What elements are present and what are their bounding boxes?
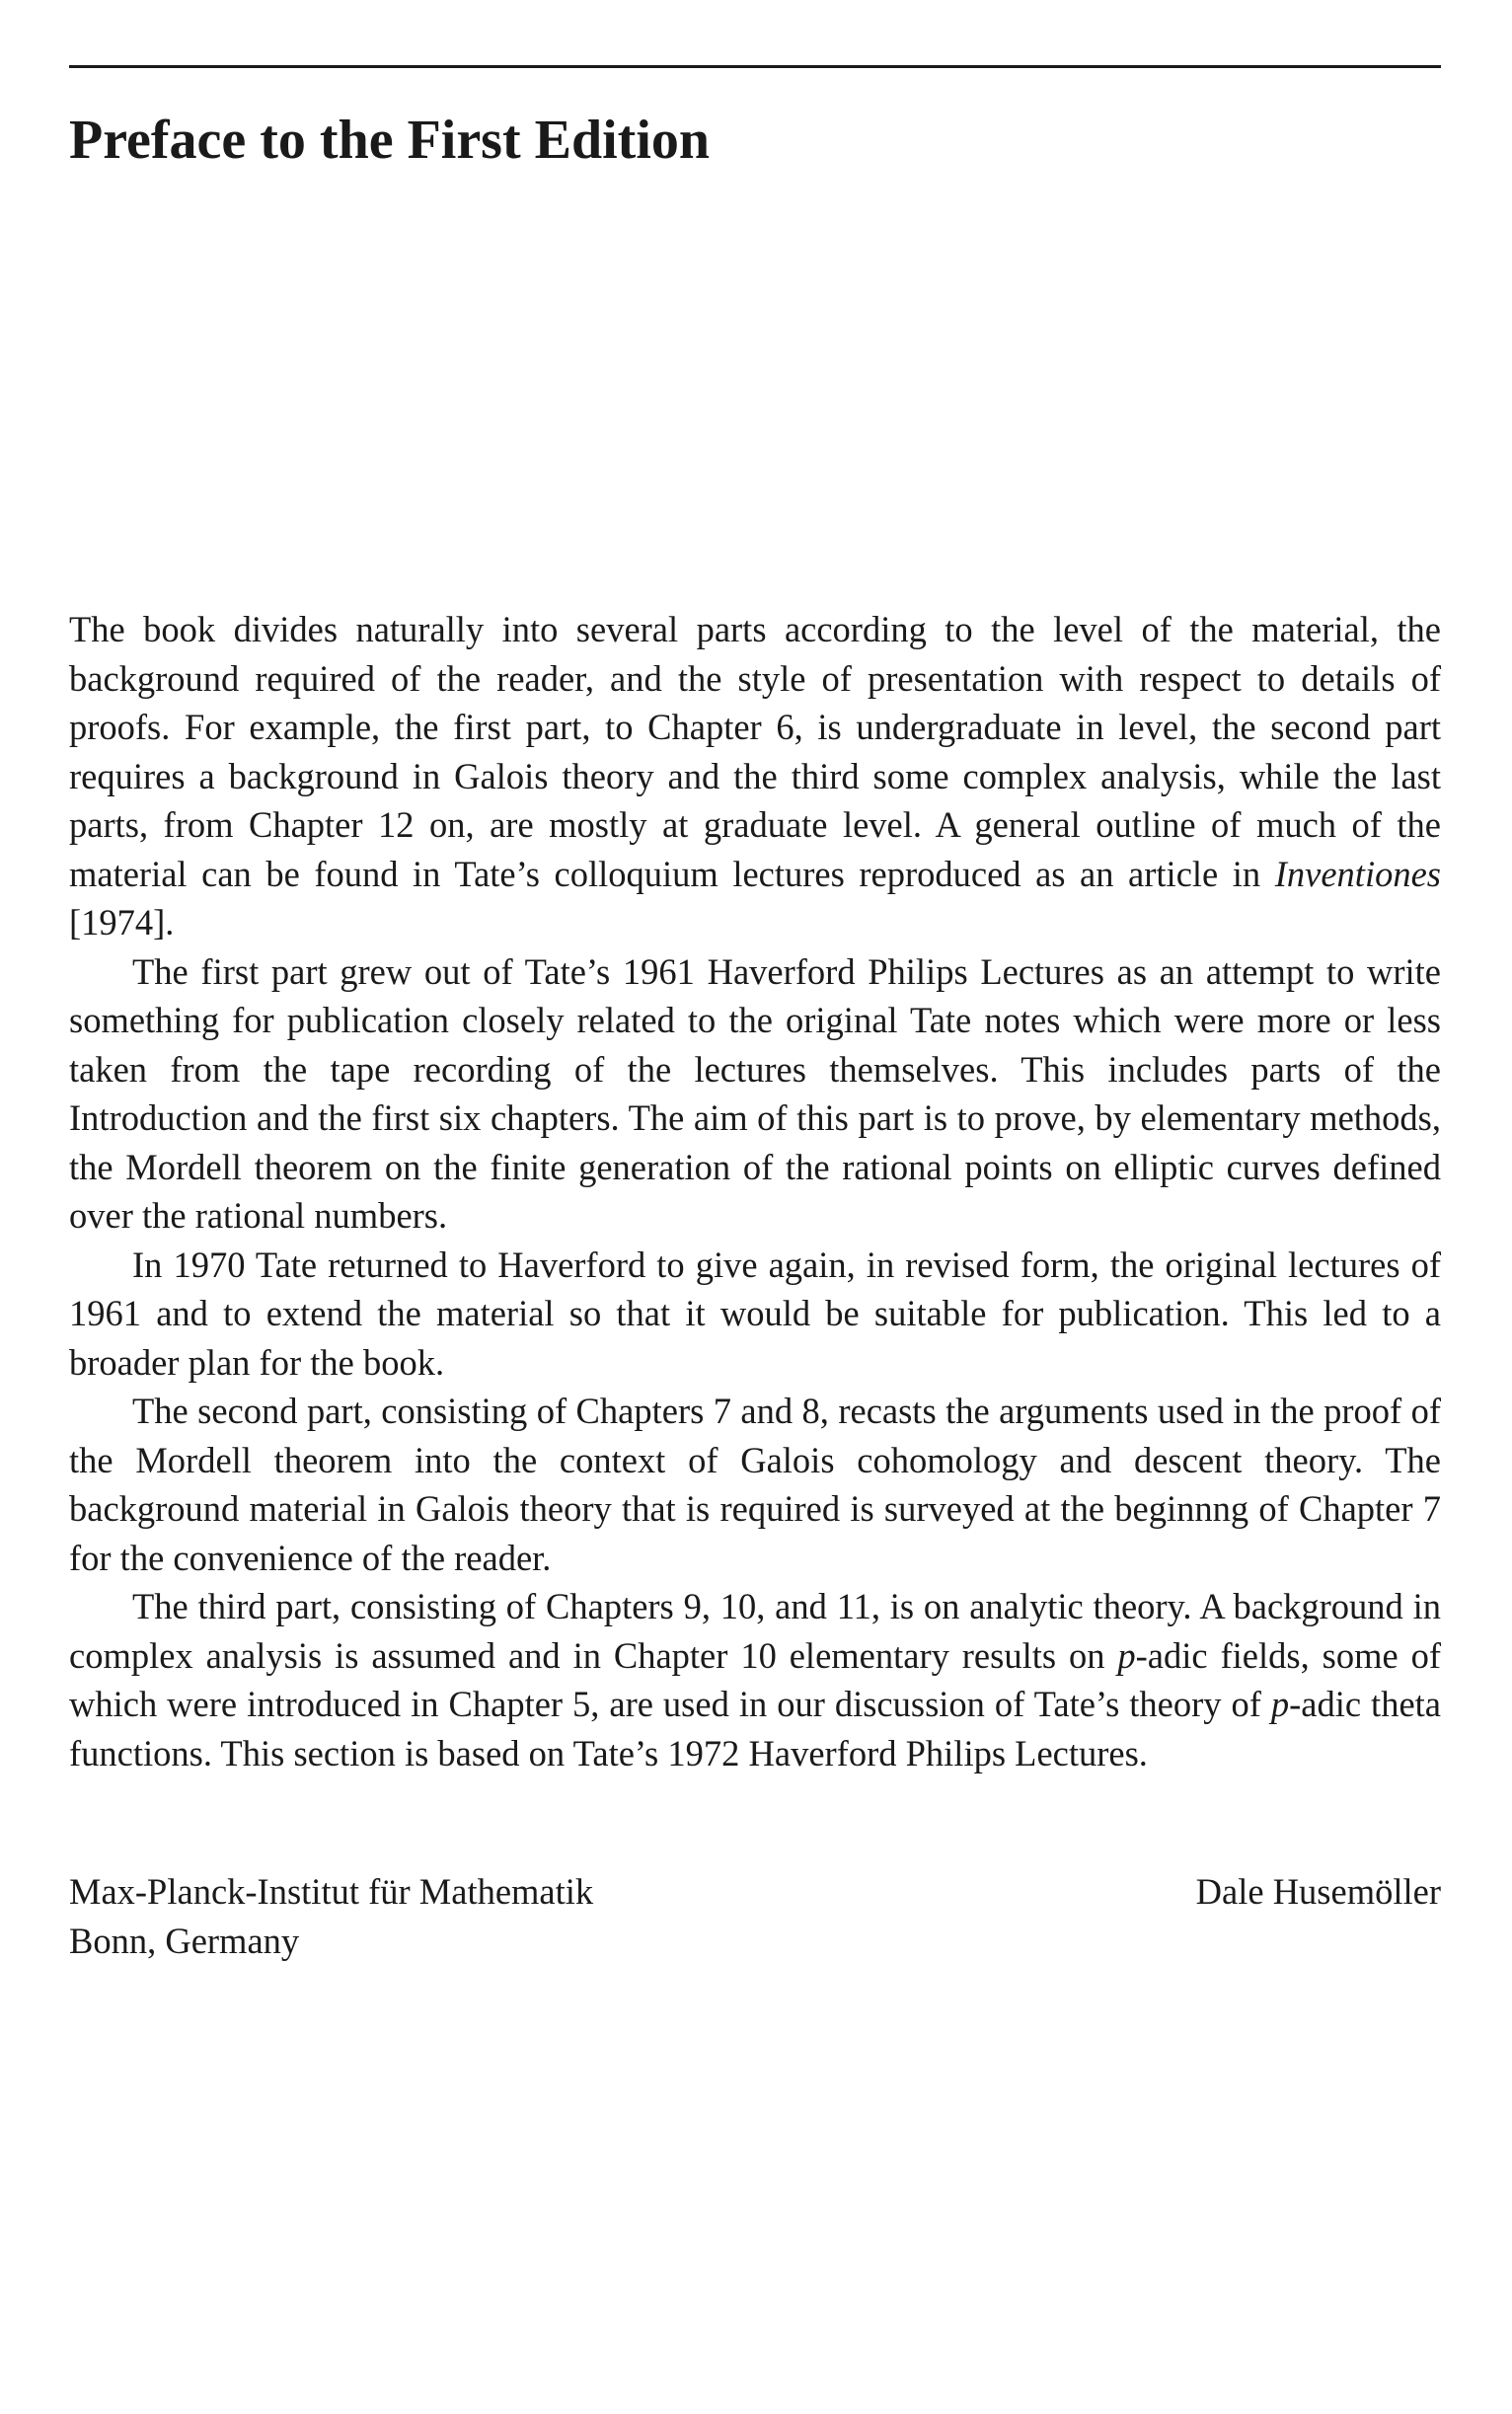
paragraph-1 bbox=[69, 605, 1441, 947]
author-name: Dale Husemöller bbox=[1195, 1871, 1441, 1912]
paragraph-5 bbox=[69, 1582, 1441, 1777]
math-p: p bbox=[1270, 1684, 1290, 1724]
paragraph-5-text-c: -adic theta functions. This section is based on Tate’s 1972 Haverford Philips Lectures. bbox=[69, 1684, 1441, 1773]
affiliation bbox=[69, 1867, 593, 1965]
header-rule bbox=[69, 65, 1441, 68]
paragraph-2: The first part grew out of Tate’s 1961 Haverford Philips Lectures as an attempt to write something for publication closely related to the original Tate notes which were more or less taken from the tape recording of the lectures themselves. This includes parts of the Introduction and the first six chapters. The aim of this part is to prove, by elementary methods, the Mordell theorem on the finite generation of the rational points on elliptic curves defined over the rational numbers. bbox=[69, 950, 1441, 1236]
journal-title: Inventiones bbox=[1274, 853, 1441, 894]
preface-body bbox=[69, 605, 1441, 1777]
paragraph-3: In 1970 Tate returned to Haverford to give again, in revised form, the original lectures of 1961 and to extend the material so that it would be suitable for publication. This led to a broader plan for the book. bbox=[69, 1244, 1441, 1383]
paragraph-1-text: The book divides naturally into several parts according to the level of the material, the background required of the reader, and the style of presentation with respect to details of proofs. For example, the first part, to Chapter 6, is undergraduate in level, the second part requires a background in Galois theory and the third some complex analysis, while the last parts, from Chapter 12 on, are mostly at graduate level. A general outline of much of the material can be found in Tate’s colloquium lectures reproduced as an article in bbox=[69, 609, 1441, 894]
paragraph-5-text-a: The third part, consisting of Chapters 9, 10, and 11, is on analytic theory. A background in complex analysis is assumed and in Chapter 10 elementary results on bbox=[69, 1586, 1441, 1676]
paragraph-5-text-b: -adic fields, some of which were introduced in Chapter 5, are used in our discussion of Tate’s theory of bbox=[69, 1634, 1441, 1724]
paragraph-1-citation: [1974]. bbox=[69, 902, 175, 943]
page-title: Preface to the First Edition bbox=[69, 110, 711, 171]
math-p: p bbox=[1117, 1634, 1136, 1676]
location: Bonn, Germany bbox=[69, 1920, 300, 1961]
institution: Max-Planck-Institut für Mathematik bbox=[69, 1871, 594, 1912]
paragraph-4: The second part, consisting of Chapters 7 and 8, recasts the arguments used in the proof of the Mordell theorem into the context of Galois cohomology and descent theory. The background material in Galois theory that is required is surveyed at the beginnng of Chapter 7 for the convenience of the reader. bbox=[69, 1391, 1441, 1578]
